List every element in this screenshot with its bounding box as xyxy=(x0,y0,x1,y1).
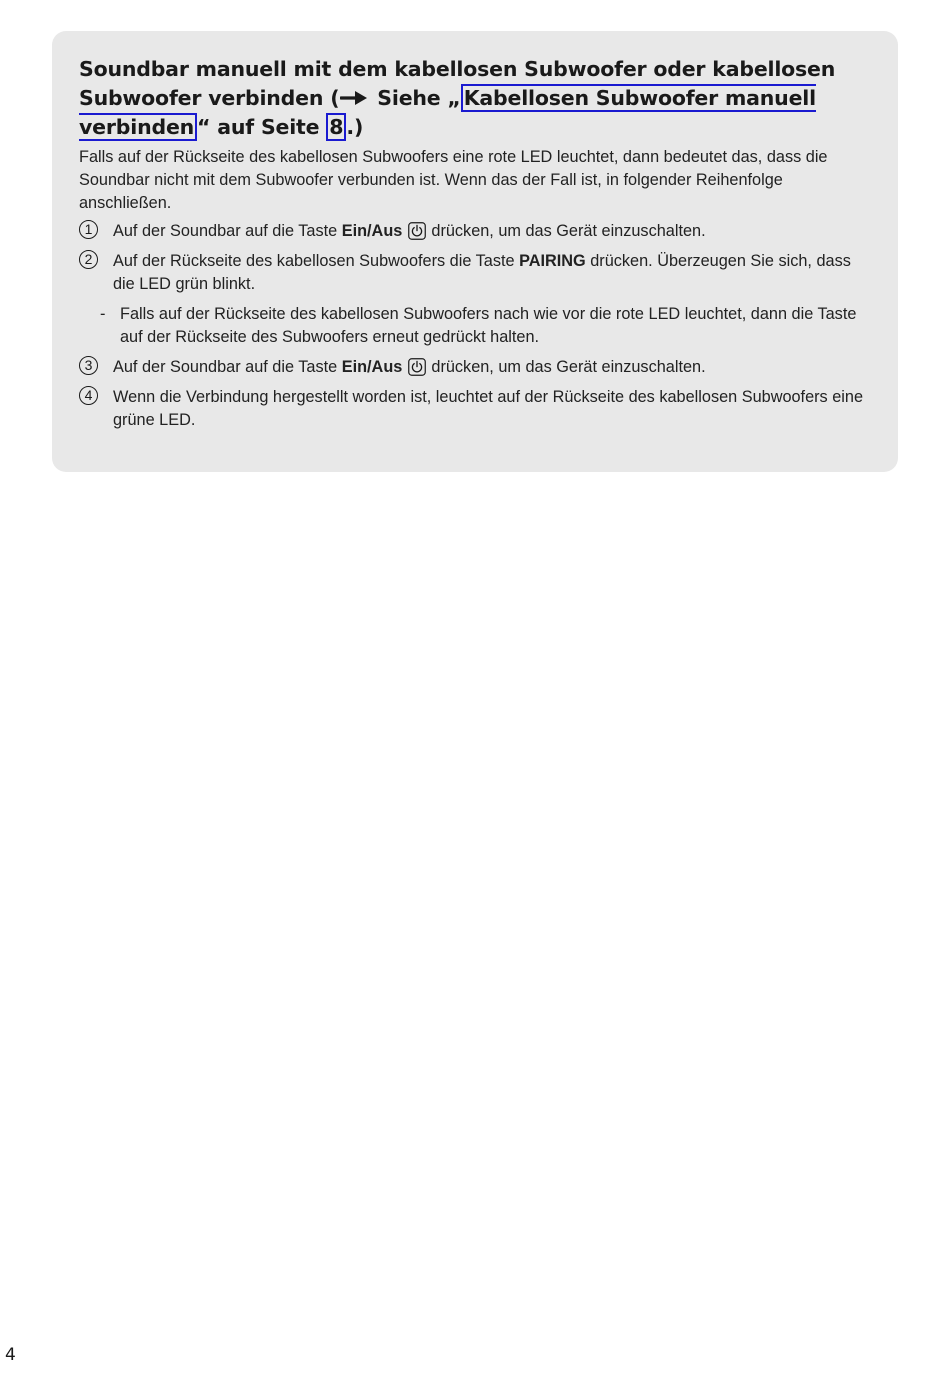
step-3 xyxy=(79,356,872,379)
step-1-key: Ein/Aus xyxy=(341,222,403,240)
heading-after-text: “ auf Seite xyxy=(197,115,327,139)
heading-close-text: .) xyxy=(346,115,364,139)
note-dash: - xyxy=(100,305,106,323)
step-2 xyxy=(79,250,872,296)
step-4 xyxy=(79,386,872,432)
step-1-text: Auf der Soundbar auf die Taste xyxy=(113,222,342,240)
arrow-right-icon xyxy=(340,90,368,106)
info-panel xyxy=(52,31,898,472)
step-2-after: drücken. Überzeugen Sie sich, dass die LED grün blinkt. xyxy=(113,252,851,293)
power-icon xyxy=(408,358,426,376)
page-reference-link[interactable]: 8 xyxy=(326,113,346,141)
page-number: 4 xyxy=(5,1345,16,1365)
power-icon xyxy=(408,222,426,240)
step-number-1: 1 xyxy=(79,220,98,239)
step-number-2: 2 xyxy=(79,250,98,269)
heading-see-text: Siehe „ xyxy=(370,86,461,110)
steps-list xyxy=(79,220,872,432)
step-2-note xyxy=(79,303,872,349)
step-number-4: 4 xyxy=(79,386,98,405)
section-heading xyxy=(79,55,872,142)
step-2-key: PAIRING xyxy=(519,252,586,270)
step-3-after: drücken, um das Gerät einzuschalten. xyxy=(426,358,706,376)
step-1 xyxy=(79,220,872,243)
cross-reference-link[interactable]: Kabellosen Subwoofer manuell verbinden xyxy=(79,86,816,139)
step-3-text: Auf der Soundbar auf die Taste xyxy=(113,358,342,376)
step-2-text: Auf der Rückseite des kabellosen Subwoofers die Taste xyxy=(113,252,520,270)
step-4-text: Wenn die Verbindung hergestellt worden ist, leuchtet auf der Rückseite des kabellosen Subwoofers eine grüne LED. xyxy=(113,388,864,429)
intro-paragraph: Falls auf der Rückseite des kabellosen Subwoofers eine rote LED leuchtet, dann bedeutet das, dass die Soundbar nicht mit dem Subwoofer verbunden ist. Wenn das der Fall ist, in folgender Reihenfolge anschließen. xyxy=(79,148,828,212)
step-3-key: Ein/Aus xyxy=(341,358,403,376)
step-1-after: drücken, um das Gerät einzuschalten. xyxy=(426,222,706,240)
heading-text: Soundbar manuell mit dem kabellosen Subwoofer oder kabellosen Subwoofer verbinden ( xyxy=(79,57,836,110)
step-2-note-text: Falls auf der Rückseite des kabellosen Subwoofers nach wie vor die rote LED leuchtet, dann die Taste auf der Rückseite des Subwoofers erneut gedrückt halten. xyxy=(120,305,857,346)
step-number-3: 3 xyxy=(79,356,98,375)
